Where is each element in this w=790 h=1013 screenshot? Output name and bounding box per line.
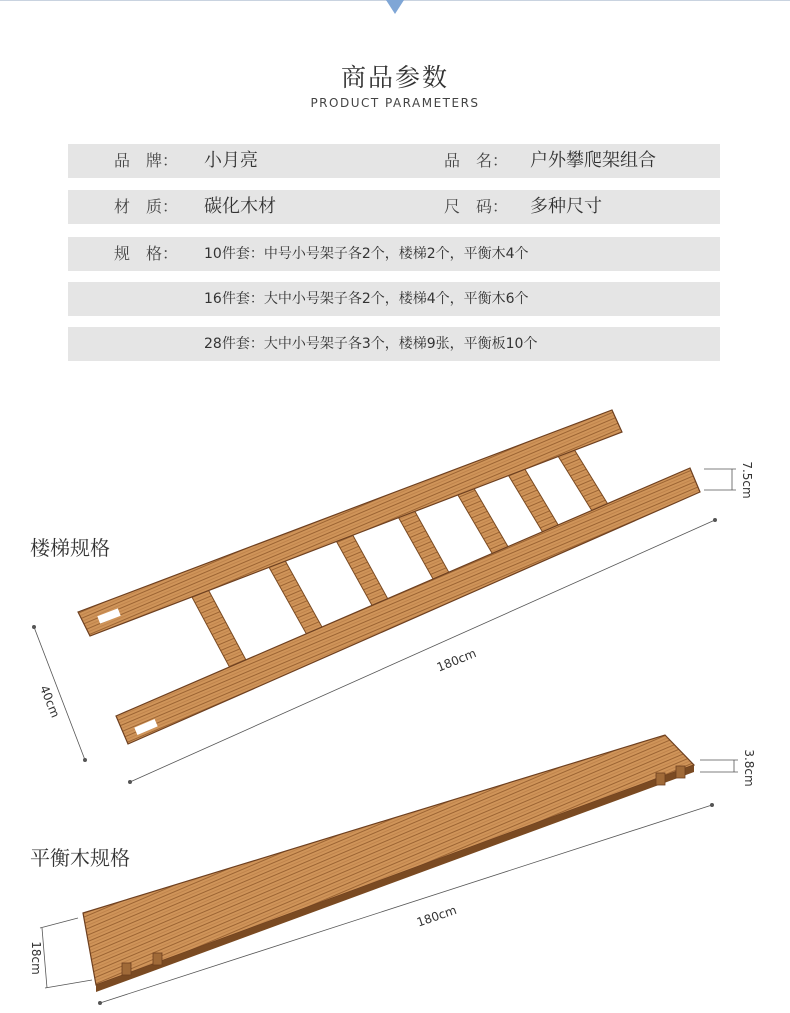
brand-value: 小月亮 xyxy=(204,150,258,171)
material-label: 材 质： xyxy=(114,197,179,216)
beam-thickness-label: 3.8cm xyxy=(742,749,756,787)
ladder-width-label: 40cm xyxy=(36,683,63,720)
beam-width-label: 18cm xyxy=(29,941,43,975)
beam-length-label: 180cm xyxy=(414,902,459,930)
material-value: 碳化木材 xyxy=(204,196,276,217)
spec-item: 10件套：中号小号架子各2个，楼梯2个，平衡木4个 xyxy=(204,246,529,262)
ladder-image xyxy=(78,410,700,744)
spec-label: 规 格： xyxy=(114,244,179,263)
brand-label: 品 牌： xyxy=(114,151,179,170)
name-value: 户外攀爬架组合 xyxy=(530,150,656,171)
balance-beam-image xyxy=(83,735,694,992)
ladder-length-label: 180cm xyxy=(434,646,479,675)
size-value: 多种尺寸 xyxy=(530,196,602,217)
ladder-section-title: 楼梯规格 xyxy=(30,536,110,560)
page-title: 商品参数 xyxy=(340,63,449,92)
size-label: 尺 码： xyxy=(444,197,509,216)
name-label: 品 名： xyxy=(444,151,509,170)
ladder-thickness-label: 7.5cm xyxy=(740,461,754,499)
page-subtitle: PRODUCT PARAMETERS xyxy=(310,96,480,110)
spec-item: 16件套：大中小号架子各2个，楼梯4个，平衡木6个 xyxy=(204,291,529,307)
beam-section-title: 平衡木规格 xyxy=(30,846,130,870)
spec-item: 28件套：大中小号架子各3个，楼梯9张，平衡板10个 xyxy=(204,336,538,352)
